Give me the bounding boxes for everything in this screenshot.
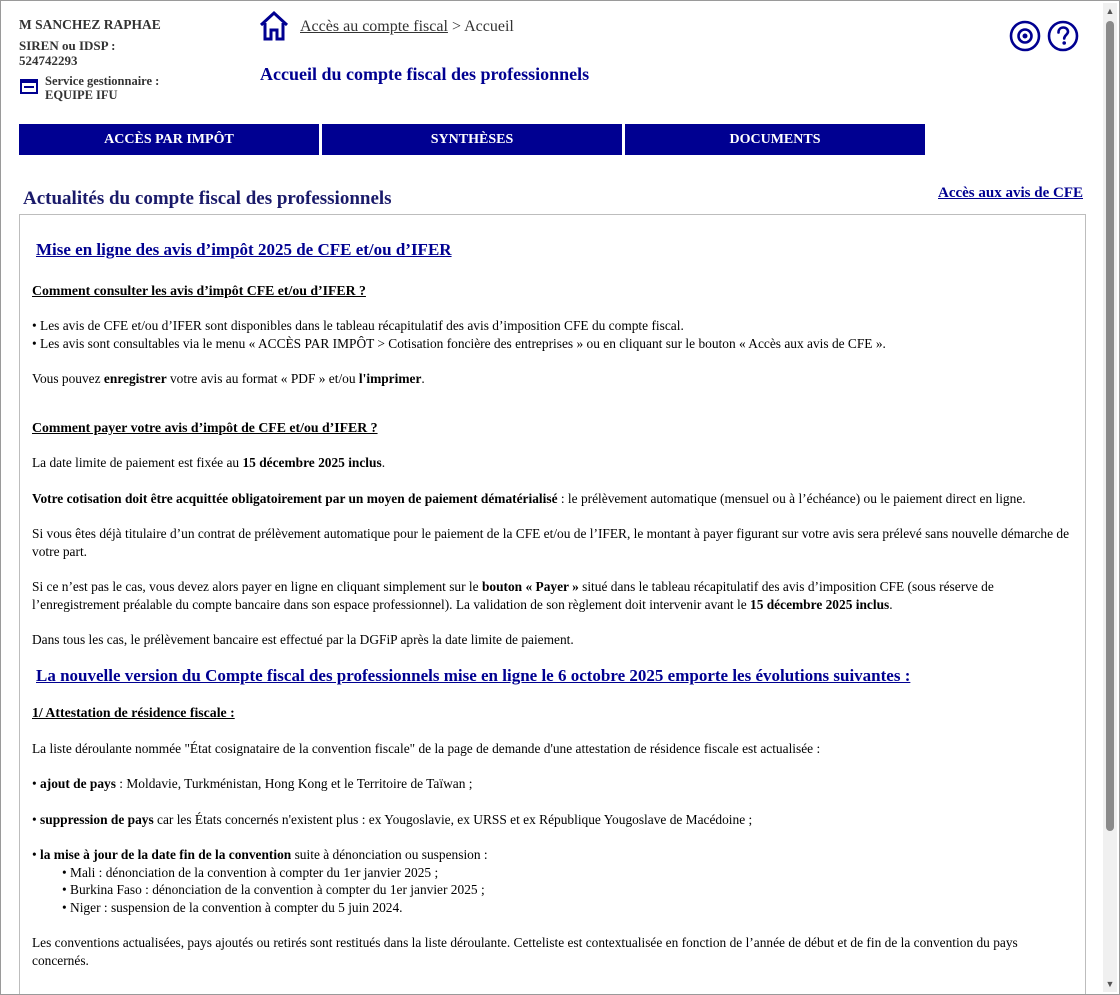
breadcrumb bbox=[300, 18, 514, 36]
sub-bullet-burkina: • Burkina Faso : dénonciation de la convention à compter du 1er janvier 2025 ; bbox=[62, 882, 485, 897]
top-icons bbox=[1009, 20, 1079, 52]
help-icon[interactable] bbox=[1047, 20, 1079, 52]
bullet-add-countries: • ajout de pays : Moldavie, Turkménistan, Hong Kong et le Territoire de Taïwan ; bbox=[32, 776, 473, 791]
building-icon bbox=[19, 76, 39, 96]
article-heading-1: Mise en ligne des avis d’impôt 2025 de CFE et/ou d’IFER bbox=[36, 240, 452, 259]
article-heading-2: La nouvelle version du Compte fiscal des professionnels mise en ligne le 6 octobre 2025 emporte les évolutions suivantes : bbox=[36, 665, 911, 685]
save-print-text: Vous pouvez enregistrer votre avis au format « PDF » et/ou l'imprimer. bbox=[32, 371, 425, 386]
siren-value: 524742293 bbox=[19, 53, 78, 68]
nav-acces-par-impot[interactable]: ACCÈS PAR IMPÔT bbox=[19, 124, 319, 155]
bullet-remove-countries: • suppression de pays car les États concernés n'existent plus : ex Yougoslavie, ex URSS et ex République Yougoslave de Macédoine ; bbox=[32, 811, 753, 827]
page-title: Accueil du compte fiscal des professionnels bbox=[260, 64, 590, 84]
bullet-consult-2: • Les avis sont consultables via le menu « ACCÈS PAR IMPÔT > Cotisation foncière des entreprises » ou en cliquant sur le bouton « Accès aux avis de CFE ». bbox=[32, 335, 886, 351]
scroll-up-arrow[interactable]: ▲ bbox=[1105, 6, 1115, 16]
news-title: Actualités du compte fiscal des professionnels bbox=[23, 188, 392, 209]
nav-syntheses[interactable]: SYNTHÈSES bbox=[322, 124, 622, 155]
user-info bbox=[19, 17, 161, 102]
nav-documents[interactable]: DOCUMENTS bbox=[625, 124, 925, 155]
siren-label: SIREN ou IDSP : bbox=[19, 38, 116, 53]
service-value: EQUIPE IFU bbox=[45, 88, 118, 102]
breadcrumb-current: Accueil bbox=[464, 18, 514, 35]
user-name: M SANCHEZ RAPHAE bbox=[19, 17, 161, 32]
residence-intro: La liste déroulante nommée "État cosignataire de la convention fiscale" de la page de demande d'une attestation de résidence fiscale est actualisée : bbox=[32, 740, 821, 756]
deadline-text: La date limite de paiement est fixée au 15 décembre 2025 inclus. bbox=[32, 455, 386, 470]
section-residence: 1/ Attestation de résidence fiscale : bbox=[32, 705, 235, 720]
eye-icon[interactable] bbox=[1009, 20, 1041, 52]
payment-method-text: Votre cotisation doit être acquittée obligatoirement par un moyen de paiement dématérialisé : le prélèvement automatique (mensuel ou à l’échéance) ou le paiement direct en ligne. bbox=[32, 490, 1026, 506]
cfe-notices-link[interactable]: Accès aux avis de CFE bbox=[938, 185, 1083, 201]
news-content[interactable] bbox=[19, 214, 1086, 995]
dgfip-text: Dans tous les cas, le prélèvement bancaire est effectué par la DGFiP après la date limite de paiement. bbox=[32, 632, 574, 647]
service-label: Service gestionnaire : bbox=[45, 74, 160, 88]
scroll-down-arrow[interactable]: ▼ bbox=[1105, 979, 1115, 989]
main-nav bbox=[19, 124, 928, 155]
question-pay: Comment payer votre avis d’impôt de CFE et/ou d’IFER ? bbox=[32, 419, 378, 435]
bullet-update-dates: • la mise à jour de la date fin de la convention suite à dénonciation ou suspension : bbox=[32, 847, 488, 862]
direct-debit-text: Si vous êtes déjà titulaire d’un contrat de prélèvement automatique pour le paiement de la CFE et/ou de l’IFER, le montant à payer figurant sur votre avis sera prélevé sans nouvelle démarche de votre part. bbox=[32, 526, 1070, 559]
conventions-text: Les conventions actualisées, pays ajoutés ou retirés sont restitués dans la liste déroulante. Cetteliste est contextualisée en fonction de l’année de début et de fin de la convention du pays concernés. bbox=[32, 935, 1018, 968]
question-consult: Comment consulter les avis d’impôt CFE et/ou d’IFER ? bbox=[32, 282, 366, 298]
bullet-consult-1: • Les avis de CFE et/ou d’IFER sont disponibles dans le tableau récapitulatif des avis d’imposition CFE du compte fiscal. bbox=[32, 318, 684, 333]
scroll-thumb[interactable] bbox=[1106, 21, 1114, 831]
service-row bbox=[19, 74, 161, 102]
sub-bullet-niger: • Niger : suspension de la convention à compter du 5 juin 2024. bbox=[62, 899, 403, 915]
home-icon[interactable] bbox=[258, 10, 290, 42]
online-pay-text: Si ce n’est pas le cas, vous devez alors payer en ligne en cliquant simplement sur le bouton « Payer » situé dans le tableau récapitulatif des avis d’imposition CFE (sous réserve de l’enregistrement préalable du compte bancaire dans son espace professionnel). La validation de son règlement doit intervenir avant le 15 décembre 2025 inclus. bbox=[32, 579, 994, 612]
vertical-scrollbar[interactable] bbox=[1103, 3, 1117, 992]
sub-bullet-mali: • Mali : dénonciation de la convention à compter du 1er janvier 2025 ; bbox=[62, 864, 439, 880]
breadcrumb-separator: > bbox=[451, 18, 461, 35]
breadcrumb-link[interactable]: Accès au compte fiscal bbox=[300, 18, 448, 35]
